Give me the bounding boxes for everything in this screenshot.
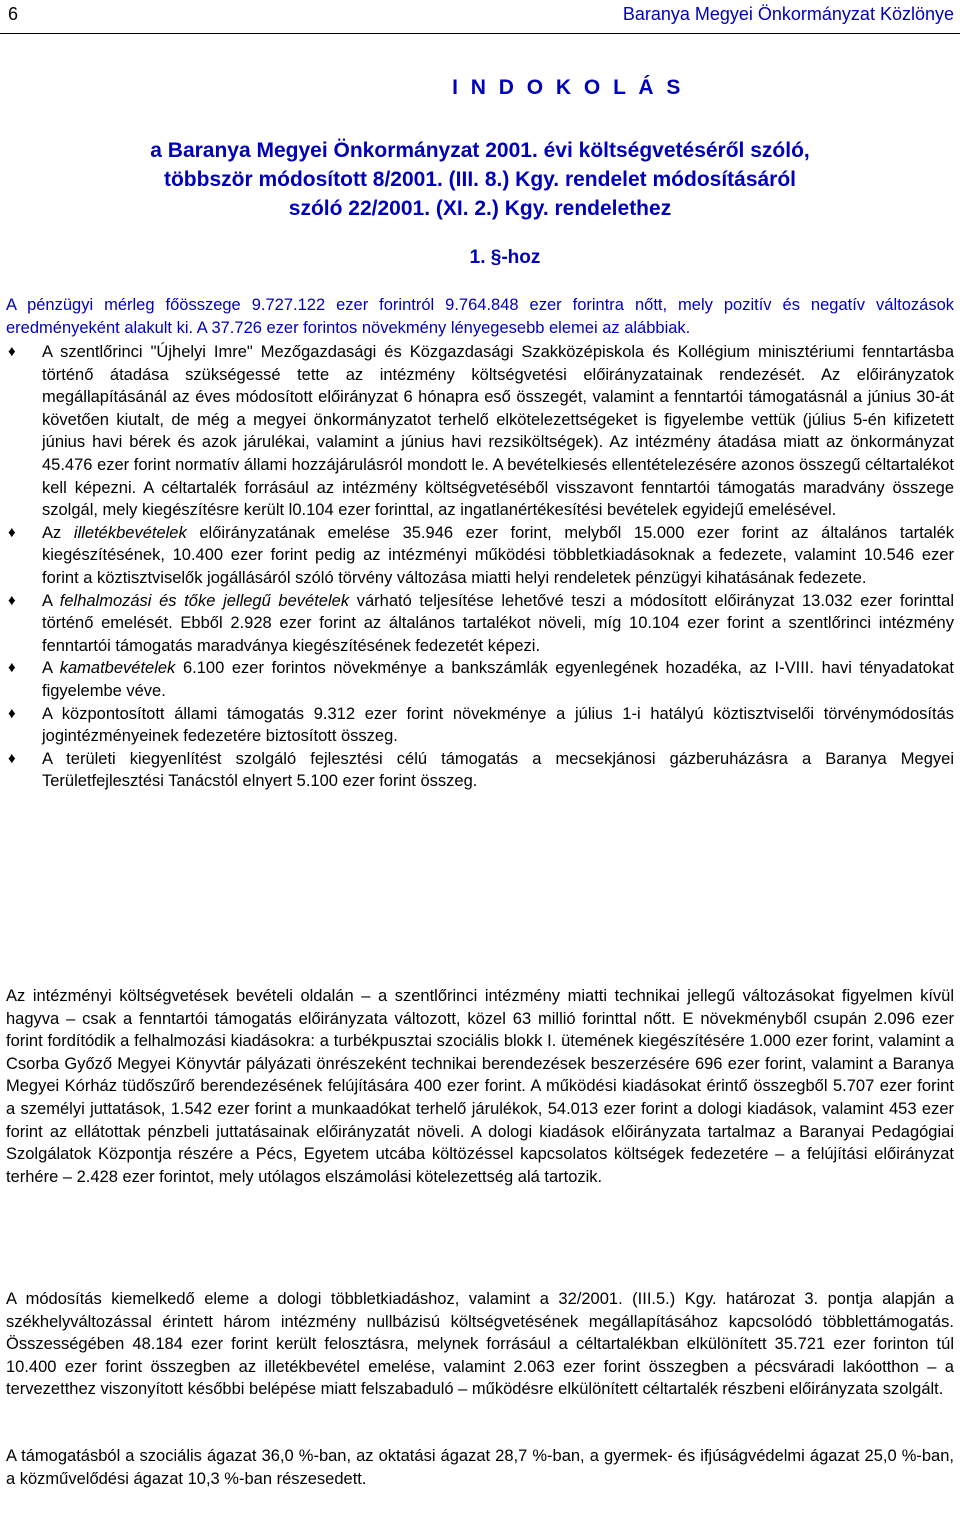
document-subtitle (0, 136, 960, 223)
subtitle-line: többször módosított 8/2001. (III. 8.) Kgy. rendelet módosításáról (163, 168, 797, 191)
body-paragraph: Az intézményi költségvetések bevételi oldalán – a szentlőrinci intézmény miatti technikai jellegű változásokat figyelmen kívül hagyva – csak a fenntartói támogatás előirányzata változott, közel 63 millió forinttal nőtt. E növekményből csupán 2.096 ezer forint fordítódik a felhalmozási kiadásokra: a turbékpusztai szociális blokk I. ütemének kiegészítésére 1.000 ezer forint, valamint a Csorba Győző Megyei Könyvtár pályázati önrészeként technikai berendezések beszerzésére 696 ezer forint, valamint a Baranya Megyei Kórház tüdőszűrő berendezésének felújítására 400 ezer forint. A működési kiadásokat érintő összegből 5.707 ezer forint a személyi juttatások, 1.542 ezer forint a munkaadókat terhelő járulékok, 54.013 ezer forint a dologi kiadások, valamint 453 ezer forint az ellátottak pénzbeli juttatásainak előirányzatát növeli. A dologi kiadások előirányzata tartalmaz a Baranyai Pedagógiai Szolgálatok Központja részére a Pécs, Egyetem utcába költözéssel kapcsolatos költségek fedezetére – a felújítási előirányzat terhére – 2.428 ezer forintot, mely utólagos elszámolási kötelezettség alá tartozik. (6, 987, 954, 1186)
diamond-bullet-icon: ♦ (8, 704, 16, 722)
diamond-bullet-icon: ♦ (8, 523, 16, 541)
list-item: ♦ A szentlőrinci "Újhelyi Imre" Mezőgazdasági és Közgazdasági Szakközépiskola és Kollégium minisztériumi fenntartásba történő átadása szükségessé tette az intézmény költségvetési előirányzatainak rendezését. Az előirányzatok megállapításánál az éves módosított előirányzat 6 hónapra eső összegét, valamint a fenntartói támogatásnál a június 30-át követően kiutalt, de még a megyei önkormányzatot terhelő elkötelezettségeket is figyelembe vettük (július 5-én kifizetett június havi bérek és azok járulékai, valamint a június havi rezsiköltségek). Az intézmény átadása miatt az önkormányzat 45.476 ezer forint normatív állami hozzájárulásról mondott le. A bevételkiesés ellentételezésére azonos összegű céltartalékot kell képezni. A céltartalék forrásául az intézmény költségvetéséből visszavont fenntartói támogatás maradvány összege szolgál, mely kiegészítésre került l0.104 ezer forinttal, az ingatlanértékesítési bevételek egyidejű emelésével. (8, 343, 954, 520)
body-paragraph: A támogatásból a szociális ágazat 36,0 %-ban, az oktatási ágazat 28,7 %-ban, a gyermek- és ifjúságvédelmi ágazat 25,0 %-ban, a közművelődési ágazat 10,3 %-ban részesedett. (6, 1447, 954, 1488)
section-title: 1. §-hoz (469, 247, 541, 268)
list-item: ♦ Az illetékbevételek előirányzatának emelése 35.946 ezer forint, melyből 15.000 ezer forint az általános tartalék kiegészítésének, 10.400 ezer forint pedig az intézményi működési többletkiadásoknak a fedezete, valamint 10.546 ezer forint a köztisztviselők jogállásáról szóló törvény változása miatti helyi rendeletek pénzügyi kihatásának fedezete. (8, 523, 954, 587)
publication-title: Baranya Megyei Önkormányzat Közlönye (622, 4, 954, 24)
diamond-bullet-icon: ♦ (8, 659, 16, 677)
heading-block (0, 76, 960, 269)
subtitle-line: a Baranya Megyei Önkormányzat 2001. évi költségvetéséről szóló, (150, 139, 810, 162)
diamond-bullet-icon: ♦ (8, 591, 16, 609)
diamond-bullet-icon: ♦ (8, 749, 16, 767)
document-heading: I N D O K O L Á S (452, 76, 684, 99)
list-item: ♦ A kamatbevételek 6.100 ezer forintos növekménye a bankszámlák egyenlegének hozadéka, az I-VIII. havi tényadatokat figyelembe véve. (8, 659, 954, 700)
diamond-bullet-icon: ♦ (8, 343, 16, 360)
list-item: ♦ A felhalmozási és tőke jellegű bevételek várható teljesítése lehetővé teszi a módosított előirányzat 13.032 ezer forinttal történő emelését. Ebből 2.928 ezer forint az általános tartalékot növeli, míg 10.104 ezer forint a szentlőrinci intézmény fenntartói támogatás maradványa kiegészítésének fedezetét képezi. (8, 591, 954, 655)
change-list (6, 341, 954, 793)
subtitle-line: szóló 22/2001. (XI. 2.) Kgy. rendelethez (288, 197, 672, 220)
list-item: ♦ A területi kiegyenlítést szolgáló fejlesztési célú támogatás a mecsekjánosi gázberuházásra a Baranya Megyei Területfejlesztési Tanácstól elnyert 5.100 ezer forint összeg. (8, 749, 954, 791)
intro-paragraph: A pénzügyi mérleg főösszege 9.727.122 ezer forintról 9.764.848 ezer forintra nőtt, mely pozitív és negatív változások eredményeként alakult ki. A 37.726 ezer forintos növekmény lényegesebb elemei az alábbiak. (6, 296, 954, 337)
list-item: ♦ A központosított állami támogatás 9.312 ezer forint növekménye a július 1-i hatályú köztisztviselői törvénymódosítás jogintézményeinek fedezetére biztosított összeg. (8, 704, 954, 746)
page-header (0, 0, 960, 34)
page-number: 6 (8, 4, 19, 24)
body-paragraph: A módosítás kiemelkedő eleme a dologi többletkiadáshoz, valamint a 32/2001. (III.5.) Kgy. határozat 3. pontja alapján a székhelyváltozással érintett három intézmény nullbázisú költségvetésének megállapításához kapcsolódó többlettámogatás. Összességében 48.184 ezer forint került felosztásra, melynek forrásául a céltartalékban elkülönített 35.721 ezer forinton túl 10.400 ezer forint összegben az illetékbevétel emelése, valamint 2.063 ezer forint összegben a pécsváradi lakóotthon – a tervezetthez viszonyított későbbi belépése miatt felszabaduló – működésre elkülönített céltartalék részbeni előirányzata szolgált. (6, 1290, 954, 1399)
